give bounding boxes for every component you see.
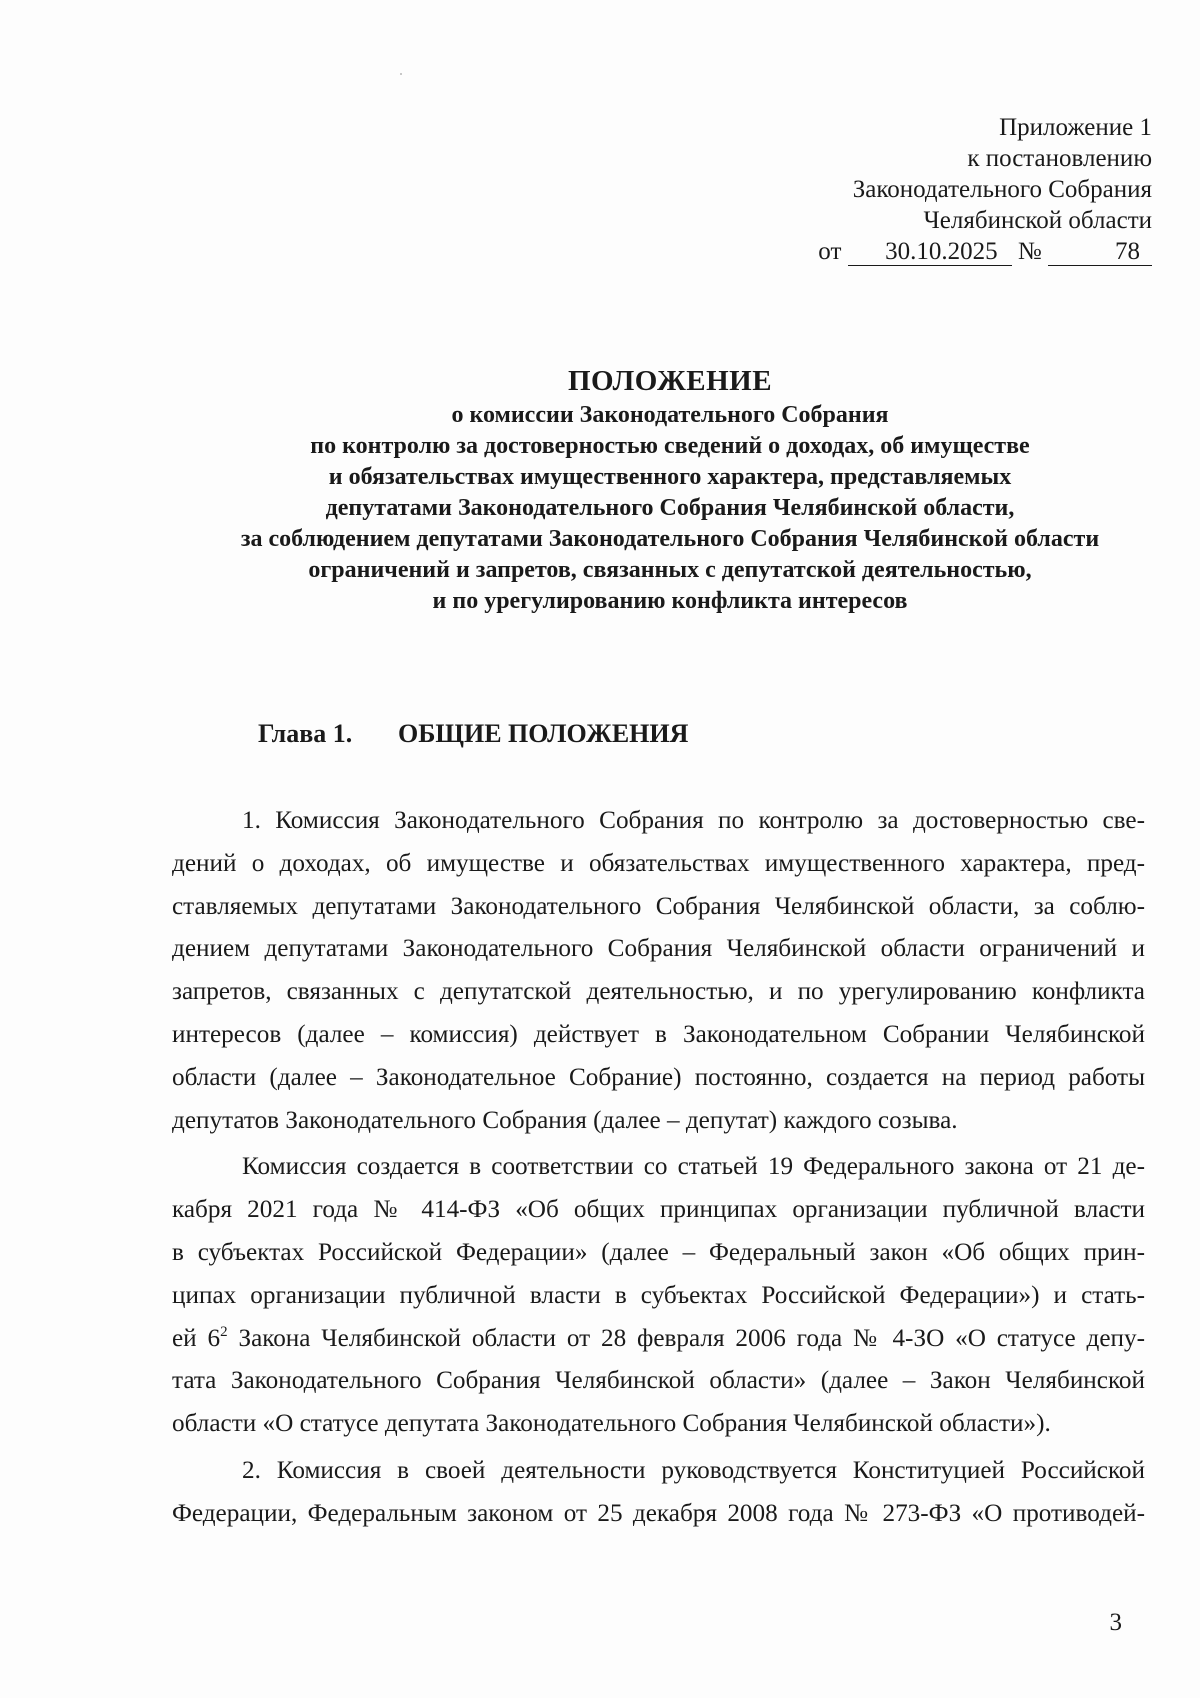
page-number: 3 [1109,1609,1122,1636]
text-line: запретов, связанных с депутатской деятельностью, и по урегулированию конфликта [172,978,1145,1006]
title-line: депутатами Законодательного Собрания Челябинской области, [325,495,1015,521]
title-line: за соблюдением депутатами Законодательного Собрания Челябинской области [240,526,1100,552]
date-value: 30.10.2025 [848,239,1012,266]
date-prefix: от [818,238,842,265]
title-line: по контролю за достоверностью сведений о доходах, об имуществе [310,433,1030,459]
number-value: 78 [1048,239,1152,266]
appendix-ref: к постановлению [967,145,1152,172]
text-line: интересов (далее – комиссия) действует в Законодательном Собрании Челябинской [172,1020,1145,1048]
text-line: кабря 2021 года № 414-ФЗ «Об общих принципах организации публичной власти [172,1196,1145,1224]
text-line: области (далее – Законодательное Собрание) постоянно, создается на период работы [172,1063,1145,1091]
text-line: 1. Комиссия Законодательного Собрания по контролю за достоверностью све- [242,807,1145,834]
text-line: 2. Комиссия в своей деятельности руководствуется Конституцией Российской [242,1456,1145,1484]
text-line: депутатов Законодательного Собрания (далее – депутат) каждого созыва. [172,1106,958,1134]
document-title-block [130,362,1200,617]
text-fragment: ей 6 [172,1324,221,1352]
text-line: в субъектах Российской Федерации» (далее – Федеральный закон «Об общих прин- [172,1238,1145,1266]
text-line: Федерации, Федеральным законом от 25 декабря 2008 года № 273-ФЗ «О противодей- [172,1499,1145,1527]
document-title: ПОЛОЖЕНИЕ [567,365,773,397]
number-sign: № [1017,238,1042,265]
text-line: тата Законодательного Собрания Челябинской области» (далее – Закон Челябинской [172,1367,1145,1395]
scan-artifact [400,73,402,75]
superscript: 2 [220,1323,228,1340]
text-line: ципах организации публичной власти в субъектах Российской Федерации») и стать- [172,1281,1145,1309]
chapter-heading [258,718,688,750]
appendix-label: Приложение 1 [999,114,1152,141]
text-line-with-superscript [172,1318,1145,1361]
title-line: и по урегулированию конфликта интересов [432,588,908,614]
title-line: о комиссии Законодательного Собрания [451,402,889,428]
appendix-dateline [732,236,1152,267]
title-line: и обязательствах имущественного характера, представляемых [328,464,1012,490]
appendix-authority: Законодательного Собрания [852,176,1152,203]
appendix-header [732,112,1152,267]
body-text [172,800,1145,1536]
title-line: ограничений и запретов, связанных с депутатской деятельностью, [308,557,1032,583]
chapter-number: Глава 1. [258,719,353,748]
text-line: области «О статусе депутата Законодательного Собрания Челябинской области»). [172,1410,1051,1438]
text-line: дением депутатами Законодательного Собрания Челябинской области ограничений и [172,935,1145,963]
appendix-region: Челябинской области [923,207,1152,234]
text-line: дений о доходах, об имуществе и обязательствах имущественного характера, пред- [172,849,1145,877]
text-line: Комиссия создается в соответствии со статьей 19 Федерального закона от 21 де- [242,1153,1145,1181]
text-fragment: Закона Челябинской области от 28 февраля 2006 года № 4-ЗО «О статусе депу- [227,1324,1145,1352]
text-line: ставляемых депутатами Законодательного Собрания Челябинской области, за соблю- [172,892,1145,920]
chapter-title: ОБЩИЕ ПОЛОЖЕНИЯ [398,719,689,748]
